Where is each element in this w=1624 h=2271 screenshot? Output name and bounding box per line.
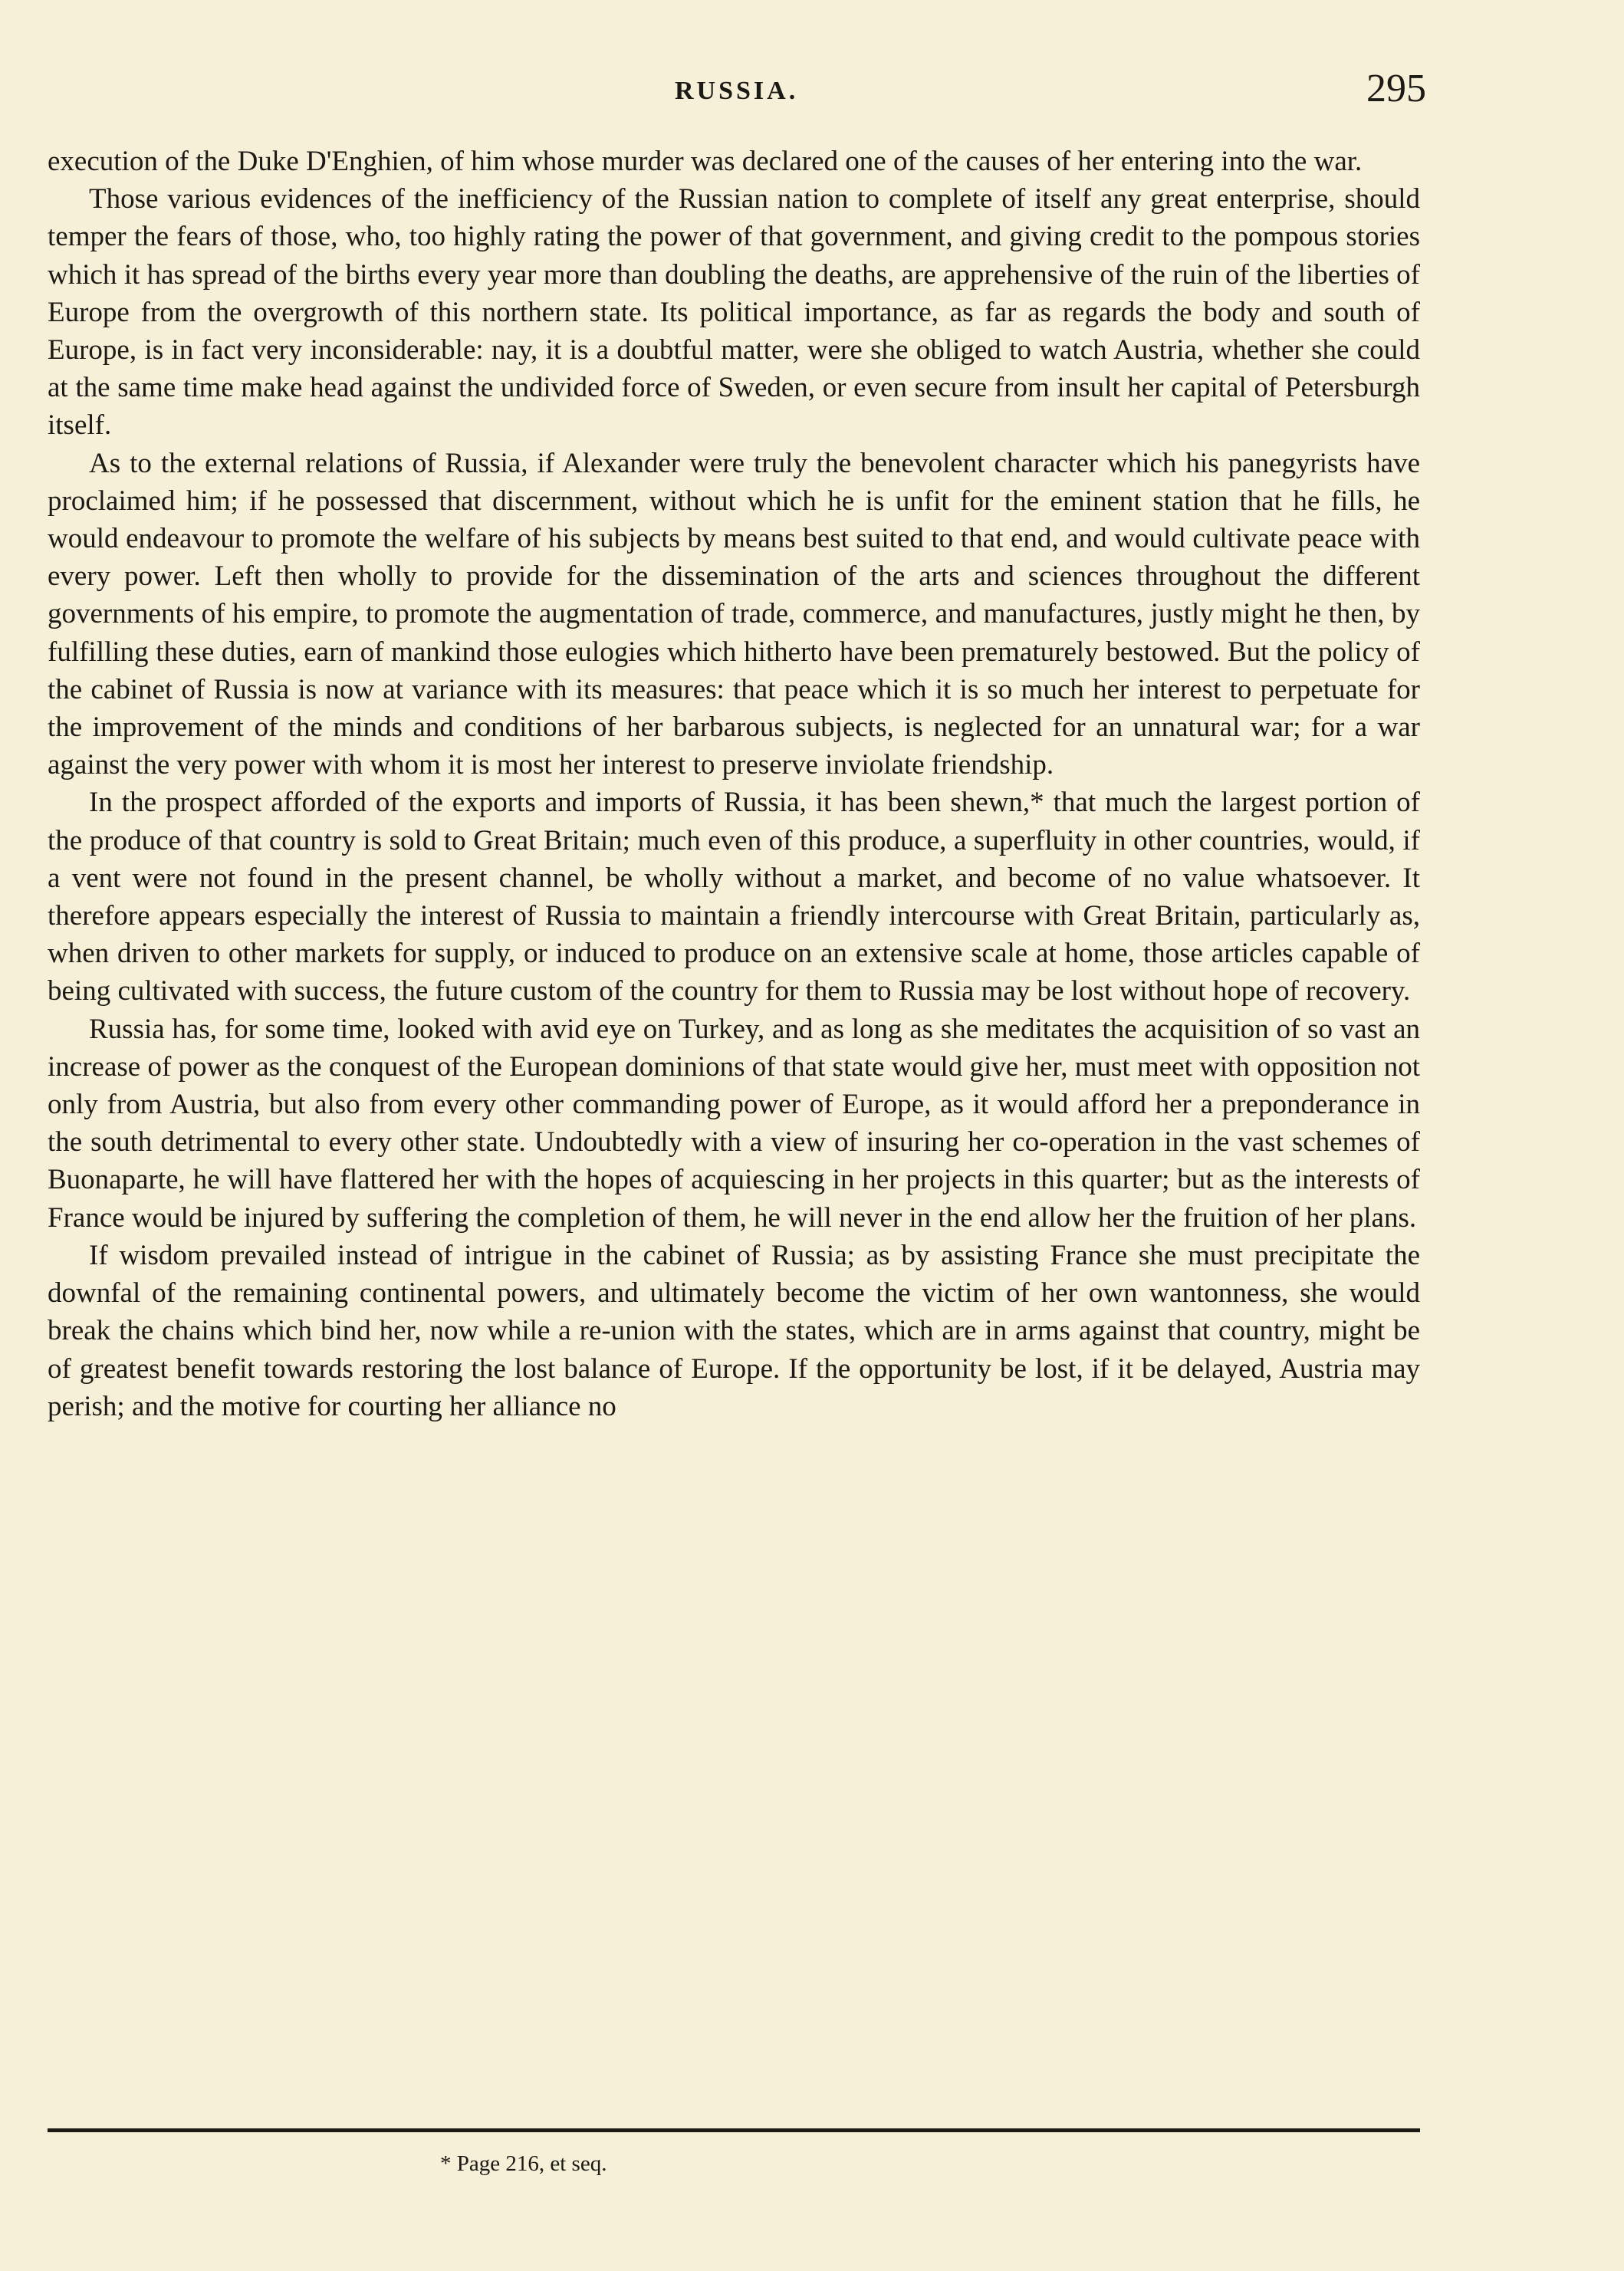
paragraph-external-relations: As to the external relations of Russia, if Alexander were truly the benevolent character which his panegyrists have proclaimed him; if he possessed that discernment, without which he is unfit for the eminent station that he fills, he would endeavour to promote the welfare of his subjects by means best suited to that end, and would cultivate peace with every power. Left then wholly to provide for the dissemination of the arts and sciences throughout the different governments of his empire, to promote the augmentation of trade, commerce, and manufactures, justly might he then, by fulfilling these duties, earn of mankind those eulogies which hitherto have been prematurely bestowed. But the policy of the cabinet of Russia is now at variance with its measures: that peace which it is so much her interest to perpetuate for the improvement of the minds and conditions of her barbarous subjects, is neglected for an unnatural war; for a war against the very power with whom it is most her interest to preserve inviolate friendship. [48, 447, 1420, 781]
page-number: 295 [1366, 67, 1426, 110]
body-text [48, 143, 1420, 1425]
paragraph-inefficiency: Those various evidences of the inefficiency of the Russian nation to complete of itself any great enterprise, should temper the fears of those, who, too highly rating the power of that government, and giving credit to the pompous stories which it has spread of the births every year more than doubling the deaths, are apprehensive of the ruin of the liberties of Europe from the overgrowth of this northern state. Its political importance, as far as regards the body and south of Europe, is in fact very inconsiderable: nay, it is a doubtful matter, were she obliged to watch Austria, whether she could at the same time make head against the undivided force of Sweden, or even secure from insult her capital of Petersburgh itself. [48, 183, 1420, 442]
paragraph-turkey: Russia has, for some time, looked with avid eye on Turkey, and as long as she meditates the acquisition of so vast an increase of power as the conquest of the European dominions of that state would give her, must meet with opposition not only from Austria, but also from every other commanding power of Europe, as it would afford her a preponderance in the south detrimental to every other state. Undoubtedly with a view of insuring her co-operation in the vast schemes of Buonaparte, he will have flattered her with the hopes of acquiescing in her projects in this quarter; but as the interests of France would be injured by suffering the completion of them, he will never in the end allow her the fruition of her plans. [48, 1013, 1420, 1234]
paragraph-exports-imports: In the prospect afforded of the exports and imports of Russia, it has been shewn,* that much the largest portion of the produce of that country is sold to Great Britain; much even of this produce, a superfluity in other countries, would, if a vent were not found in the present channel, be wholly without a market, and become of no value whatsoever. It therefore appears especially the interest of Russia to maintain a friendly intercourse with Great Britain, particularly as, when driven to other markets for supply, or induced to produce on an extensive scale at home, those articles capable of being cultivated with success, the future custom of the country for them to Russia may be lost without hope of recovery. [48, 787, 1420, 1007]
paragraph-continuation: execution of the Duke D'Enghien, of him whose murder was declared one of the causes of her entering into the war. [48, 146, 1363, 177]
footnote: * Page 216, et seq. [440, 2151, 607, 2176]
running-head: RUSSIA. [675, 77, 799, 105]
paragraph-wisdom: If wisdom prevailed instead of intrigue in the cabinet of Russia; as by assisting France she must precipitate the downfal of the remaining continental powers, and ultimately become the victim of her own wantonness, she would break the chains which bind her, now while a re-union with the states, which are in arms against that country, might be of greatest benefit towards restoring the lost balance of Europe. If the opportunity be lost, if it be delayed, Austria may perish; and the motive for courting her alliance no [48, 1239, 1420, 1422]
page-header [0, 67, 1624, 124]
footnote-divider [48, 2128, 1420, 2132]
